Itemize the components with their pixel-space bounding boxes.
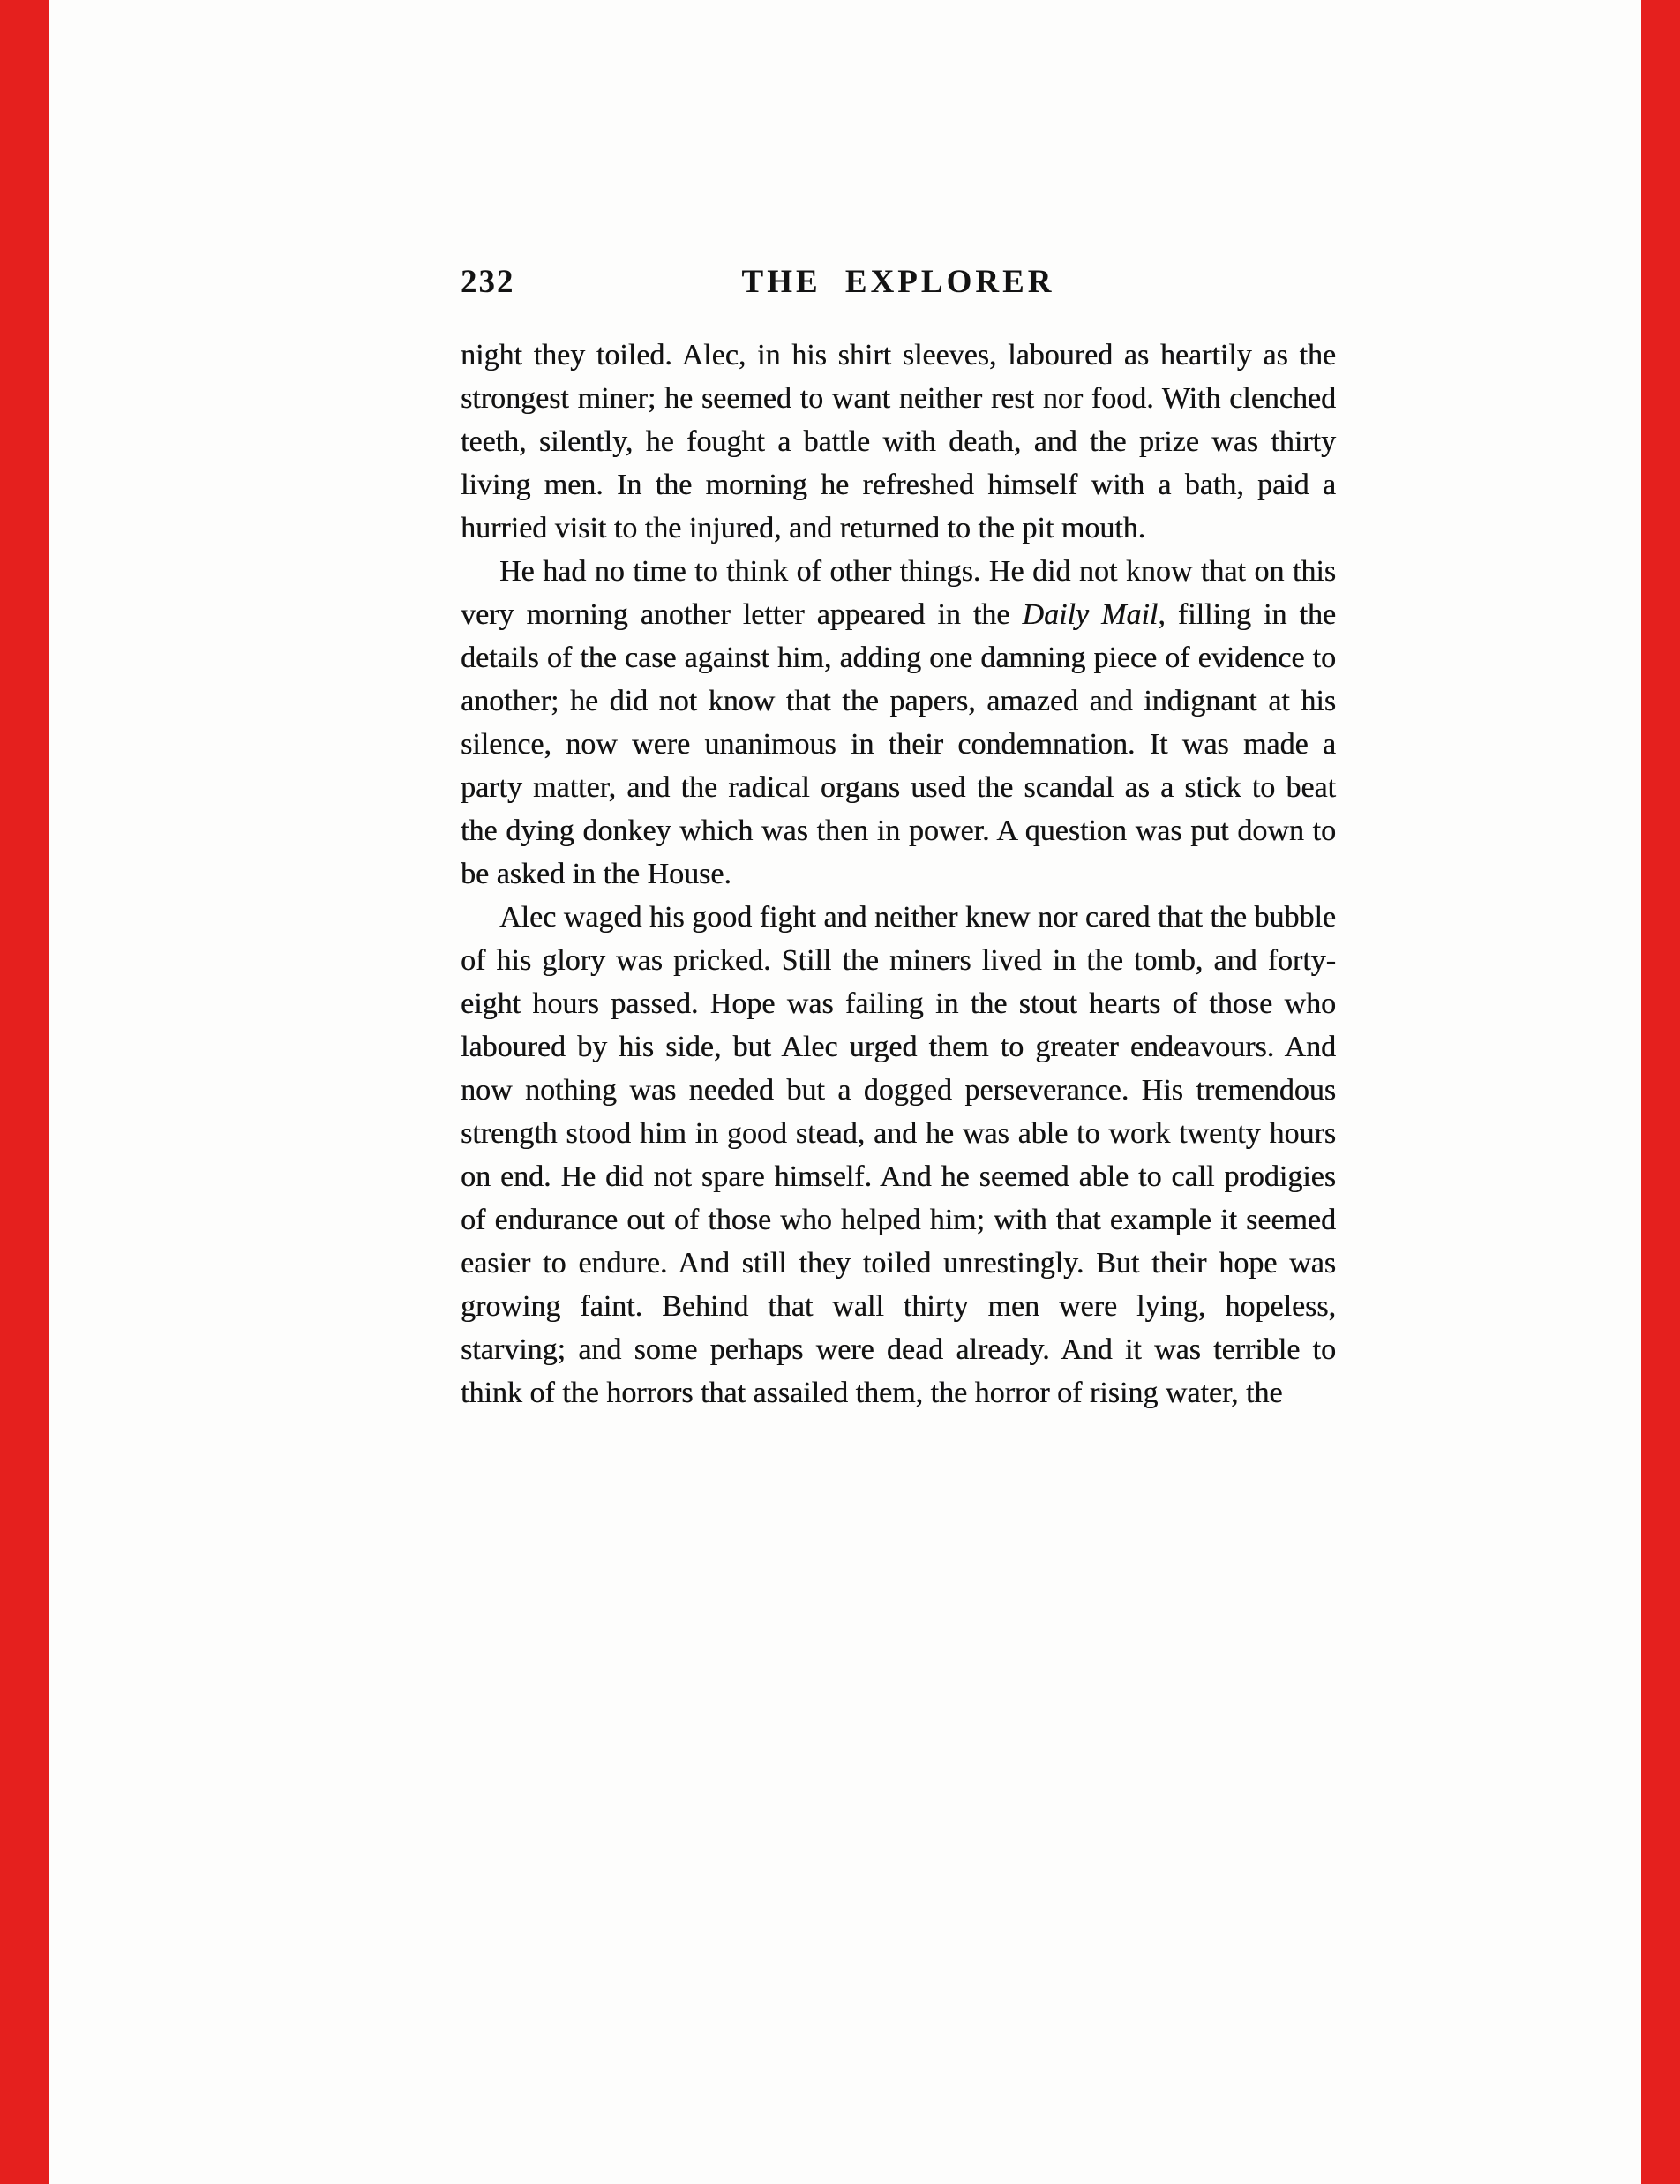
paragraph (461, 550, 1336, 896)
text-run: Alec waged his good fight and neither knew nor cared that the bubble of his glory was pricked. Still the miners lived in the tomb, and forty-eight hours passed. Hope was failing in the stout hearts of those who laboured by his side, but Alec urged them to greater endeavours. And now nothing was needed but a dogged perseverance. His tremendous strength stood him in good stead, and he was able to work twenty hours on end. He did not spare himself. And he seemed able to call prodigies of endurance out of those who helped him; with that example it seemed easier to endure. And still they toiled unrestingly. But their hope was growing faint. Behind that wall thirty men were lying, hopeless, starving; and some perhaps were dead already. And it was terrible to think of the horrors that assailed them, the horror of rising water, the (461, 901, 1336, 1409)
book-edge-left (0, 0, 49, 2184)
running-title: THE EXPLORER (741, 264, 1055, 300)
text-run: night they toiled. Alec, in his shirt sleeves, laboured as heartily as the strongest miner; he seemed to want neither rest nor food. With clenched teeth, silently, he fought a battle with death, and the prize was thirty living men. In the morning he refreshed himself with a bath, paid a hurried visit to the injured, and returned to the pit mouth. (461, 339, 1336, 544)
paragraph (461, 896, 1336, 1415)
text-run: filling in the details of the case against him, adding one damning piece of evidence to another; he did not know that the papers, amazed and indignant at his silence, now were unanimous in their condemnation. It was made a party matter, and the radical organs used the scandal as a stick to beat the dying donkey which was then in power. A question was put down to be asked in the House. (461, 598, 1337, 890)
page-header (461, 263, 1336, 305)
book-edge-right (1641, 0, 1680, 2184)
page-number: 232 (461, 264, 515, 300)
italic-text-run: Daily Mail, (1022, 598, 1166, 631)
paragraph (461, 334, 1336, 550)
text-run: He had no time to think of other things. He did not know that on this very morning another letter appeared in the (461, 555, 1336, 631)
body-text (461, 334, 1336, 1415)
page-content (461, 263, 1336, 1415)
